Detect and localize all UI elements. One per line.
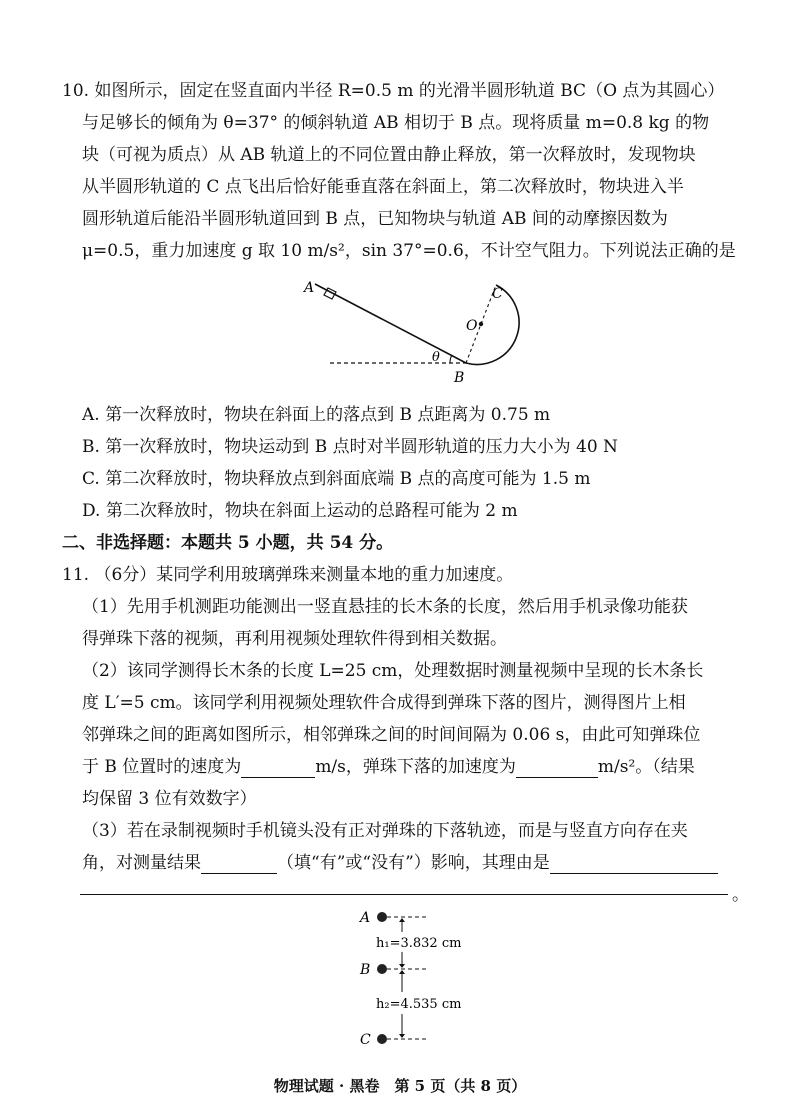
marble-label-b: B bbox=[360, 962, 371, 978]
q10-line-4: 从半圆形轨道的 C 点飞出后恰好能垂直落在斜面上，第二次释放时，物块进入半 bbox=[82, 177, 684, 197]
fill-before-text: 于 B 位置时的速度为 bbox=[82, 757, 242, 777]
label-o: O bbox=[466, 318, 478, 334]
q10-option-c: C. 第二次释放时，物块释放点到斜面底端 B 点的高度可能为 1.5 m bbox=[82, 469, 591, 489]
q11-p3-fill-line bbox=[82, 852, 718, 874]
marble-a bbox=[377, 912, 387, 922]
q11-p3-line-1: （3）若在录制视频时手机镜头没有正对弹珠的下落轨迹，而是与竖直方向存在夹 bbox=[82, 821, 688, 841]
q11-p2-last: 均保留 3 位有效数字） bbox=[82, 789, 257, 809]
q10-option-a: A. 第一次释放时，物块在斜面上的落点到 B 点距离为 0.75 m bbox=[82, 405, 551, 425]
h1-label: h₁=3.832 cm bbox=[376, 936, 462, 951]
q11-p2-line-2: 度 L′=5 cm。该同学利用视频处理软件合成得到弹珠下落的图片，测得图片上相 bbox=[82, 693, 686, 713]
velocity-answer-blank[interactable] bbox=[241, 759, 315, 778]
end-period: 。 bbox=[732, 885, 749, 905]
q10-option-d: D. 第二次释放时，物块在斜面上运动的总路程可能为 2 m bbox=[82, 501, 518, 521]
q10-line-6: μ=0.5，重力加速度 g 取 10 m/s²，sin 37°=0.6，不计空气阻力。下列说法正确的是 bbox=[82, 241, 736, 261]
q11-stem: 11. （6分）某同学利用玻璃弹珠来测量本地的重力加速度。 bbox=[62, 565, 514, 585]
marble-label-a: A bbox=[360, 910, 371, 926]
marble-b bbox=[377, 964, 387, 974]
fill-after-text: m/s²。（结果 bbox=[597, 757, 695, 777]
marble-c bbox=[377, 1034, 387, 1044]
acceleration-answer-blank[interactable] bbox=[516, 759, 598, 778]
p3-before-text: 角，对测量结果 bbox=[82, 853, 201, 873]
effect-answer-blank[interactable] bbox=[201, 855, 277, 874]
center-o-dot bbox=[479, 322, 483, 326]
reason-answer-continuation-line[interactable] bbox=[80, 894, 728, 895]
q11-p2-line-1: （2）该同学测得长木条的长度 L=25 cm，处理数据时测量视频中呈现的长木条长 bbox=[82, 661, 704, 681]
h1-arrowhead-bottom bbox=[399, 964, 405, 968]
h2-arrowhead-top bbox=[399, 970, 405, 974]
marble-label-c: C bbox=[360, 1032, 371, 1048]
theta-arc bbox=[450, 355, 452, 363]
section2-heading: 二、非选择题：本题共 5 小题，共 54 分。 bbox=[62, 533, 394, 553]
q11-p1-line-1: （1）先用手机测距功能测出一竖直悬挂的长木条的长度，然后用手机录像功能获 bbox=[82, 597, 688, 617]
fill-mid-text: m/s，弹珠下落的加速度为 bbox=[315, 757, 516, 777]
h2-arrowhead-bottom bbox=[399, 1034, 405, 1038]
label-b: B bbox=[454, 370, 465, 386]
q11-marble-diagram bbox=[356, 904, 516, 1054]
q10-option-b: B. 第一次释放时，物块运动到 B 点时对半圆形轨道的压力大小为 40 N bbox=[82, 437, 618, 457]
h1-arrowhead-top bbox=[399, 918, 405, 922]
q11-p1-line-2: 得弹珠下落的视频，再利用视频处理软件得到相关数据。 bbox=[82, 629, 507, 649]
q11-p2-fill-line bbox=[82, 756, 695, 778]
q10-line-3: 块（可视为质点）从 AB 轨道上的不同位置由静止释放，第一次释放时，发现物块 bbox=[82, 145, 696, 165]
label-a: A bbox=[304, 280, 315, 296]
q10-track-diagram bbox=[290, 270, 550, 390]
page-footer: 物理试题 · 黑卷 第 5 页（共 8 页） bbox=[273, 1077, 527, 1095]
q10-line-5: 圆形轨道后能沿半圆形轨道回到 B 点，已知物块与轨道 AB 间的动摩擦因数为 bbox=[82, 209, 668, 229]
q10-line-1: 10. 如图所示，固定在竖直面内半径 R=0.5 m 的光滑半圆形轨道 BC（O 点为其圆心） bbox=[62, 81, 725, 101]
h2-label: h₂=4.535 cm bbox=[376, 997, 462, 1012]
incline-ab bbox=[315, 284, 466, 363]
label-theta: θ bbox=[432, 350, 440, 365]
reason-answer-blank[interactable] bbox=[550, 855, 718, 874]
q11-p2-line-3: 邻弹珠之间的距离如图所示，相邻弹珠之间的时间间隔为 0.06 s，由此可知弹珠位 bbox=[82, 725, 701, 745]
q10-line-2: 与足够长的倾角为 θ=37° 的倾斜轨道 AB 相切于 B 点。现将质量 m=0.8 kg 的物 bbox=[82, 113, 710, 133]
p3-mid-text: （填“有”或“没有”）影响，其理由是 bbox=[277, 853, 550, 873]
label-c: C bbox=[492, 286, 503, 302]
